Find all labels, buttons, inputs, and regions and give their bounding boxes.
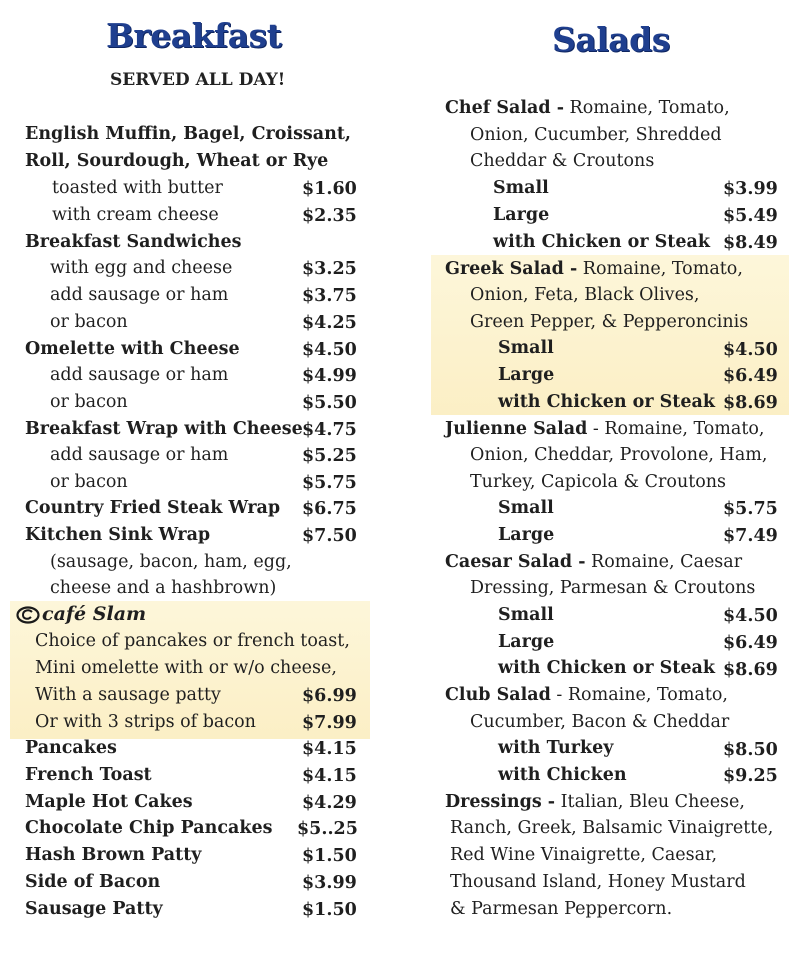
julienne-salad-desc-3: Turkey, Capicola & Croutons <box>470 472 727 492</box>
sandwich-bacon-label: or bacon <box>50 312 128 332</box>
steak-wrap-label: Country Fried Steak Wrap <box>25 498 281 518</box>
dressings-desc-5: & Parmesan Peppercorn. <box>450 899 673 919</box>
breakfast-heading: Breakfast <box>106 16 282 55</box>
greek-salad-header <box>445 256 743 282</box>
caesar-chicken-label: with Chicken or Steak <box>498 658 715 678</box>
caesar-large-price: $6.49 <box>723 633 778 653</box>
hash-brown-label: Hash Brown Patty <box>25 845 202 865</box>
chef-salad-desc-1: Romaine, Tomato, <box>563 98 730 118</box>
club-salad-desc-2: Cucumber, Bacon & Cheddar <box>470 712 730 732</box>
cafe-slam-title: café Slam <box>42 603 147 625</box>
wrap-sausage-price: $5.25 <box>302 446 357 466</box>
club-salad-header <box>445 682 728 708</box>
kitchen-sink-price: $7.50 <box>302 526 357 546</box>
kitchen-sink-label: Kitchen Sink Wrap <box>25 525 211 545</box>
caesar-small-price: $4.50 <box>723 606 778 626</box>
cafe-slam-line-1: Choice of pancakes or french toast, <box>35 631 350 651</box>
bread-butter-price: $1.60 <box>302 179 357 199</box>
chef-large-label: Large <box>493 205 550 225</box>
sandwich-sausage-price: $3.75 <box>302 286 357 306</box>
dressings-desc-2: Ranch, Greek, Balsamic Vinaigrette, <box>450 818 774 838</box>
kitchen-sink-desc-1: (sausage, bacon, ham, egg, <box>50 552 292 572</box>
caesar-salad-name: Caesar Salad - <box>445 552 586 572</box>
club-chicken-label: with Chicken <box>498 765 627 785</box>
french-toast-label: French Toast <box>25 765 152 785</box>
omelette-bacon-price: $5.50 <box>302 393 357 413</box>
wrap-price: $4.75 <box>302 420 357 440</box>
cafe-slam-line-4: Or with 3 strips of bacon <box>35 712 256 732</box>
greek-small-label: Small <box>498 338 554 358</box>
greek-large-label: Large <box>498 365 555 385</box>
greek-salad-desc-1: Romaine, Tomato, <box>577 259 743 279</box>
sandwich-egg-price: $3.25 <box>302 259 357 279</box>
omelette-sausage-price: $4.99 <box>302 366 357 386</box>
french-toast-price: $4.15 <box>302 766 357 786</box>
wrap-bacon-label: or bacon <box>50 472 128 492</box>
cafe-slam-line-3: With a sausage patty <box>35 685 221 705</box>
greek-large-price: $6.49 <box>723 366 778 386</box>
cafe-slam-line-2: Mini omelette with or w/o cheese, <box>35 658 337 678</box>
bread-line-2: Roll, Sourdough, Wheat or Rye <box>25 151 329 171</box>
chef-salad-name: Chef Salad - <box>445 98 564 118</box>
sandwiches-title: Breakfast Sandwiches <box>25 232 242 252</box>
choc-chip-label: Chocolate Chip Pancakes <box>25 818 273 838</box>
cafe-swirl-icon <box>16 606 40 624</box>
cafe-slam-price-1: $6.99 <box>302 686 357 706</box>
wrap-label: Breakfast Wrap with Cheese <box>25 419 303 439</box>
omelette-price: $4.50 <box>302 340 357 360</box>
caesar-chicken-price: $8.69 <box>723 660 778 680</box>
caesar-salad-header <box>445 549 742 575</box>
choc-chip-price: $5..25 <box>297 819 358 839</box>
caesar-small-label: Small <box>498 605 554 625</box>
julienne-small-price: $5.75 <box>723 499 778 519</box>
bread-butter-label: toasted with butter <box>52 178 223 198</box>
maple-price: $4.29 <box>302 793 357 813</box>
chef-small-label: Small <box>493 178 549 198</box>
omelette-sausage-label: add sausage or ham <box>50 365 229 385</box>
chef-small-price: $3.99 <box>723 179 778 199</box>
chef-chicken-price: $8.49 <box>723 233 778 253</box>
greek-chicken-label: with Chicken or Steak <box>498 392 715 412</box>
dressings-desc-1: Italian, Bleu Cheese, <box>555 792 745 812</box>
club-salad-name: Club Salad <box>445 685 551 705</box>
dressings-desc-4: Thousand Island, Honey Mustard <box>450 872 746 892</box>
kitchen-sink-desc-2: cheese and a hashbrown) <box>50 578 277 598</box>
bread-cheese-label: with cream cheese <box>52 205 219 225</box>
hash-brown-price: $1.50 <box>302 846 357 866</box>
bread-cheese-price: $2.35 <box>302 206 357 226</box>
julienne-salad-header <box>445 416 764 442</box>
julienne-salad-name: Julienne Salad <box>445 419 588 439</box>
dressings-name: Dressings - <box>445 792 556 812</box>
caesar-salad-desc-2: Dressing, Parmesan & Croutons <box>470 578 756 598</box>
bread-line-1: English Muffin, Bagel, Croissant, <box>25 124 352 144</box>
greek-chicken-price: $8.69 <box>723 393 778 413</box>
greek-salad-desc-2: Onion, Feta, Black Olives, <box>470 285 700 305</box>
club-turkey-price: $8.50 <box>723 740 778 760</box>
chef-chicken-label: with Chicken or Steak <box>493 232 710 252</box>
greek-salad-name: Greek Salad - <box>445 259 578 279</box>
greek-salad-desc-3: Green Pepper, & Pepperoncinis <box>470 312 749 332</box>
dressings-header <box>445 789 745 815</box>
maple-label: Maple Hot Cakes <box>25 792 193 812</box>
sausage-patty-label: Sausage Patty <box>25 899 163 919</box>
dressings-desc-3: Red Wine Vinaigrette, Caesar, <box>450 845 718 865</box>
julienne-large-price: $7.49 <box>723 526 778 546</box>
sausage-patty-price: $1.50 <box>302 900 357 920</box>
julienne-large-label: Large <box>498 525 555 545</box>
pancakes-label: Pancakes <box>25 738 117 758</box>
sandwich-egg-label: with egg and cheese <box>50 258 233 278</box>
club-salad-desc-1: - Romaine, Tomato, <box>550 685 728 705</box>
side-bacon-label: Side of Bacon <box>25 872 161 892</box>
salads-heading: Salads <box>552 20 670 59</box>
chef-large-price: $5.49 <box>723 206 778 226</box>
wrap-bacon-price: $5.75 <box>302 473 357 493</box>
caesar-large-label: Large <box>498 632 555 652</box>
steak-wrap-price: $6.75 <box>302 499 357 519</box>
chef-salad-header <box>445 95 730 121</box>
julienne-salad-desc-2: Onion, Cheddar, Provolone, Ham, <box>470 445 768 465</box>
side-bacon-price: $3.99 <box>302 873 357 893</box>
breakfast-subtitle: SERVED ALL DAY! <box>110 70 286 90</box>
greek-small-price: $4.50 <box>723 340 778 360</box>
omelette-label: Omelette with Cheese <box>25 339 240 359</box>
chef-salad-desc-3: Cheddar & Croutons <box>470 151 655 171</box>
sandwich-sausage-label: add sausage or ham <box>50 285 229 305</box>
caesar-salad-desc-1: Romaine, Caesar <box>585 552 743 572</box>
julienne-small-label: Small <box>498 498 554 518</box>
omelette-bacon-label: or bacon <box>50 392 128 412</box>
club-chicken-price: $9.25 <box>723 766 778 786</box>
cafe-slam-price-2: $7.99 <box>302 713 357 733</box>
wrap-sausage-label: add sausage or ham <box>50 445 229 465</box>
club-turkey-label: with Turkey <box>498 738 614 758</box>
julienne-salad-desc-1: - Romaine, Tomato, <box>587 419 765 439</box>
chef-salad-desc-2: Onion, Cucumber, Shredded <box>470 125 722 145</box>
pancakes-price: $4.15 <box>302 739 357 759</box>
sandwich-bacon-price: $4.25 <box>302 313 357 333</box>
